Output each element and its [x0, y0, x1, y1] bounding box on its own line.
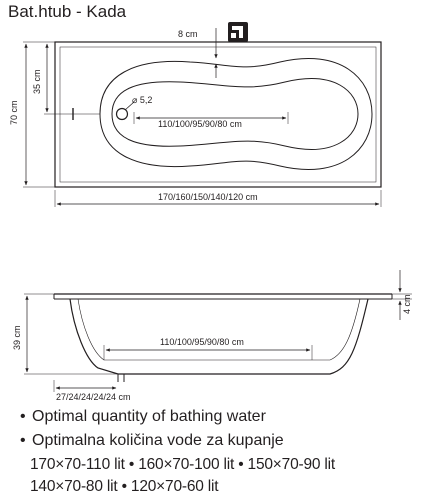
side-view [12, 270, 412, 402]
inner-length-label-top: 110/100/95/90/80 cm [158, 119, 242, 129]
basin-outer-edge [100, 58, 372, 169]
capacity-170: 170×70-110 lit [30, 456, 125, 473]
capacity-row-1 [30, 456, 335, 474]
bullet: • [20, 432, 26, 449]
capacity-160: 160×70-100 lit [138, 456, 235, 473]
capacity-120: 120×70-60 lit [130, 478, 219, 495]
inner-length-label-side: 110/100/95/90/80 cm [160, 337, 244, 347]
note-local [20, 432, 284, 450]
bullet: • [121, 478, 127, 495]
drain-icon [117, 109, 128, 120]
height-label: 39 cm [12, 325, 22, 350]
faucet-icon [228, 22, 248, 42]
top-view [9, 22, 381, 207]
note-english [20, 408, 266, 426]
tub-outline-top [55, 42, 381, 187]
width-label: 70 cm [9, 100, 19, 125]
bullet: • [128, 456, 135, 473]
foot-distance-label: 27/24/24/24/24 cm [56, 392, 131, 402]
half-width-label: 35 cm [32, 69, 42, 94]
capacity-140: 140×70-80 lit [30, 478, 118, 495]
note-english-text: Optimal quantity of bathing water [32, 408, 266, 425]
rim-thickness-label: 4 cm [402, 294, 412, 314]
note-local-text: Optimalna količina vode za kupanje [32, 432, 284, 449]
bullet: • [238, 456, 244, 473]
basin-inner-floor [112, 79, 358, 150]
bullet: • [20, 408, 26, 425]
drain-diameter-label: ⌀ 5,2 [132, 95, 153, 105]
page-title: Bat.htub - Kada [8, 2, 127, 21]
tub-rim-inner-top [60, 47, 376, 182]
capacity-row-2 [30, 478, 218, 496]
capacity-150: 150×70-90 lit [247, 456, 335, 473]
outer-length-label: 170/160/150/140/120 cm [158, 192, 258, 202]
depth-label: 8 cm [178, 29, 198, 39]
